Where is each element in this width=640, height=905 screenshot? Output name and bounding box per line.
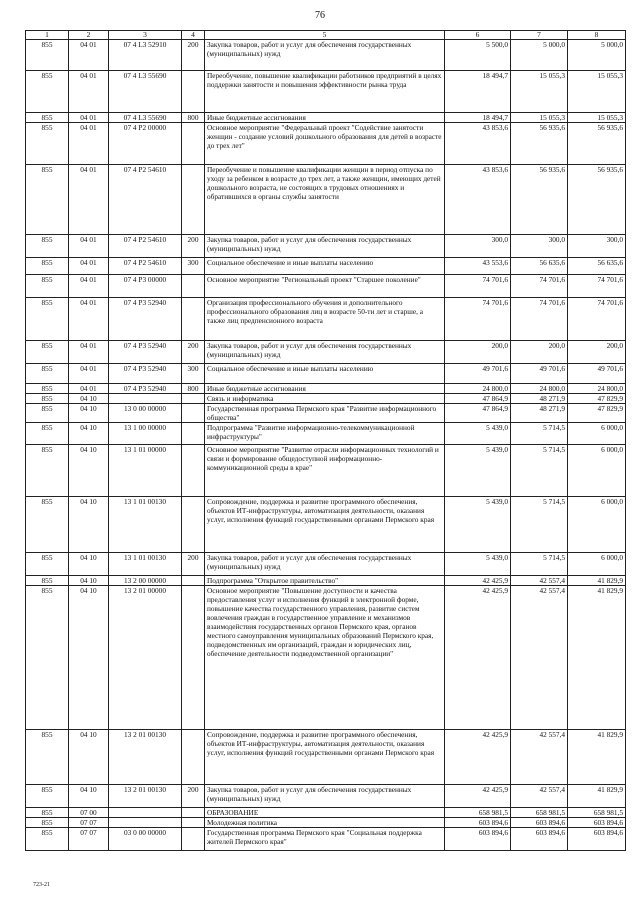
cell-target-article: 13 1 00 00000 [109,423,182,445]
table-row [26,497,626,553]
cell-expense-type [182,394,205,404]
cell-expense-type [182,445,205,497]
cell-expense-type [182,165,205,235]
cell-amount-year2: 658 981,5 [511,808,568,818]
cell-ministry-code: 855 [26,40,69,71]
cell-section-code: 04 10 [69,785,109,808]
cell-amount-year3: 41 829,9 [568,586,626,730]
cell-target-article: 13 2 01 00000 [109,586,182,730]
cell-description: Государственная программа Пермского края "Развитие информационного общества" [205,404,445,423]
cell-amount-year1: 42 425,9 [445,785,511,808]
cell-amount-year2: 15 055,3 [511,71,568,113]
cell-amount-year1: 42 425,9 [445,576,511,586]
column-header: 4 [182,31,205,40]
cell-amount-year3: 56 935,6 [568,165,626,235]
cell-amount-year3: 47 829,9 [568,394,626,404]
cell-amount-year3: 5 000,0 [568,40,626,71]
cell-description: Сопровождение, поддержка и развитие программного обеспечения, объектов ИТ-инфраструктуры, автоматизация деятельности, оказания услуг, исполнения функций государственными органами Пермского края [205,730,445,785]
cell-target-article: 07 4 P3 52940 [109,364,182,384]
cell-amount-year1: 43 853,6 [445,165,511,235]
cell-expense-type [182,576,205,586]
cell-section-code: 04 10 [69,404,109,423]
cell-expense-type [182,730,205,785]
cell-amount-year2: 48 271,9 [511,394,568,404]
cell-amount-year1: 5 439,0 [445,497,511,553]
cell-amount-year2: 24 800,0 [511,384,568,394]
cell-amount-year3: 74 701,6 [568,275,626,298]
cell-section-code: 04 01 [69,165,109,235]
cell-section-code: 04 01 [69,298,109,341]
cell-target-article: 13 2 01 00130 [109,785,182,808]
cell-target-article [109,818,182,828]
cell-description: Закупка товаров, работ и услуг для обеспечения государственных (муниципальных) нужд [205,235,445,258]
cell-description: Молодежная политика [205,818,445,828]
table-row [26,553,626,576]
cell-ministry-code: 855 [26,730,69,785]
cell-amount-year1: 5 439,0 [445,553,511,576]
cell-expense-type: 200 [182,40,205,71]
cell-amount-year3: 6 000,0 [568,423,626,445]
cell-expense-type [182,123,205,165]
cell-section-code: 07 07 [69,828,109,851]
cell-target-article: 03 0 00 00000 [109,828,182,851]
cell-description: Иные бюджетные ассигнования [205,384,445,394]
column-header: 5 [205,31,445,40]
cell-amount-year3: 6 000,0 [568,445,626,497]
table-row [26,113,626,123]
cell-amount-year3: 603 894,6 [568,818,626,828]
cell-amount-year3: 200,0 [568,341,626,364]
cell-amount-year3: 56 935,6 [568,123,626,165]
table-row [26,40,626,71]
cell-amount-year2: 15 055,3 [511,113,568,123]
cell-amount-year3: 6 000,0 [568,553,626,576]
cell-target-article: 07 4 P3 52940 [109,384,182,394]
cell-amount-year1: 300,0 [445,235,511,258]
cell-target-article: 13 1 01 00000 [109,445,182,497]
cell-description: Основное мероприятие "Развитие отрасли информационных технологий и связи и формирование общедоступной информационно-коммуникационной среды в крае" [205,445,445,497]
cell-expense-type: 800 [182,113,205,123]
cell-amount-year2: 42 557,4 [511,730,568,785]
cell-description: Переобучение, повышение квалификации работников предприятий в целях поддержки занятости и повышения эффективности рынка труда [205,71,445,113]
cell-target-article: 13 1 01 00130 [109,497,182,553]
column-header: 8 [568,31,626,40]
cell-target-article: 07 4 L3 52910 [109,40,182,71]
cell-target-article: 07 4 P2 54610 [109,165,182,235]
cell-amount-year3: 658 981,5 [568,808,626,818]
cell-ministry-code: 855 [26,785,69,808]
cell-amount-year3: 47 829,9 [568,404,626,423]
cell-description: Основное мероприятие "Региональный проект "Старшее поколение" [205,275,445,298]
table-row [26,576,626,586]
cell-amount-year2: 56 935,6 [511,123,568,165]
cell-section-code: 04 10 [69,445,109,497]
cell-amount-year1: 24 800,0 [445,384,511,394]
cell-expense-type [182,586,205,730]
cell-ministry-code: 855 [26,71,69,113]
cell-description: Закупка товаров, работ и услуг для обеспечения государственных (муниципальных) нужд [205,341,445,364]
cell-amount-year1: 42 425,9 [445,730,511,785]
cell-ministry-code: 855 [26,275,69,298]
cell-section-code: 04 10 [69,576,109,586]
cell-amount-year3: 74 701,6 [568,298,626,341]
column-number-row [26,31,626,40]
cell-target-article: 07 4 L3 55690 [109,71,182,113]
cell-amount-year1: 200,0 [445,341,511,364]
cell-amount-year2: 200,0 [511,341,568,364]
cell-amount-year1: 49 701,6 [445,364,511,384]
cell-amount-year2: 74 701,6 [511,275,568,298]
cell-expense-type: 200 [182,553,205,576]
cell-amount-year1: 603 894,6 [445,818,511,828]
cell-section-code: 04 10 [69,423,109,445]
cell-amount-year2: 74 701,6 [511,298,568,341]
cell-amount-year2: 603 894,6 [511,818,568,828]
column-header: 2 [69,31,109,40]
cell-amount-year2: 5 000,0 [511,40,568,71]
cell-amount-year1: 74 701,6 [445,298,511,341]
cell-ministry-code: 855 [26,497,69,553]
cell-amount-year3: 15 055,3 [568,71,626,113]
cell-amount-year1: 47 864,9 [445,394,511,404]
cell-expense-type: 300 [182,258,205,275]
cell-target-article: 07 4 P3 52940 [109,298,182,341]
cell-amount-year2: 42 557,4 [511,785,568,808]
cell-ministry-code: 855 [26,404,69,423]
cell-expense-type: 200 [182,235,205,258]
cell-ministry-code: 855 [26,828,69,851]
cell-ministry-code: 855 [26,258,69,275]
cell-ministry-code: 855 [26,576,69,586]
column-header: 7 [511,31,568,40]
cell-section-code: 04 01 [69,258,109,275]
table-row [26,423,626,445]
cell-amount-year1: 43 553,6 [445,258,511,275]
cell-amount-year2: 5 714,5 [511,497,568,553]
cell-ministry-code: 855 [26,165,69,235]
cell-amount-year2: 49 701,6 [511,364,568,384]
cell-expense-type [182,497,205,553]
cell-amount-year3: 49 701,6 [568,364,626,384]
cell-target-article: 07 4 P2 54610 [109,235,182,258]
table-row [26,275,626,298]
cell-description: Организация профессионального обучения и дополнительного профессионального образования лиц в возрасте 50-ти лет и старше, а также лиц предпенсионного возраста [205,298,445,341]
cell-ministry-code: 855 [26,586,69,730]
cell-amount-year3: 603 894,6 [568,828,626,851]
cell-section-code: 04 10 [69,553,109,576]
table-row [26,341,626,364]
page-number: 76 [315,10,325,21]
cell-description: Иные бюджетные ассигнования [205,113,445,123]
cell-section-code: 04 10 [69,497,109,553]
cell-section-code: 04 01 [69,71,109,113]
cell-section-code: 04 10 [69,730,109,785]
table-row [26,384,626,394]
cell-expense-type: 200 [182,341,205,364]
cell-amount-year1: 18 494,7 [445,113,511,123]
table-row [26,364,626,384]
table-row [26,71,626,113]
cell-amount-year3: 41 829,9 [568,576,626,586]
cell-amount-year2: 603 894,6 [511,828,568,851]
cell-amount-year3: 24 800,0 [568,384,626,394]
cell-section-code: 04 01 [69,275,109,298]
cell-section-code: 04 01 [69,341,109,364]
cell-target-article: 13 2 01 00130 [109,730,182,785]
cell-section-code: 04 01 [69,364,109,384]
table-row [26,165,626,235]
cell-ministry-code: 855 [26,364,69,384]
cell-target-article: 07 4 P2 54610 [109,258,182,275]
cell-ministry-code: 855 [26,235,69,258]
cell-description: Социальное обеспечение и иные выплаты населению [205,258,445,275]
cell-ministry-code: 855 [26,808,69,818]
cell-section-code: 04 01 [69,384,109,394]
cell-expense-type [182,71,205,113]
cell-description: Социальное обеспечение и иные выплаты населению [205,364,445,384]
column-header: 3 [109,31,182,40]
cell-expense-type: 200 [182,785,205,808]
cell-amount-year3: 56 635,6 [568,258,626,275]
budget-table [25,30,626,851]
cell-ministry-code: 855 [26,423,69,445]
cell-expense-type: 300 [182,364,205,384]
cell-description: Подпрограмма "Открытое правительство" [205,576,445,586]
table-row [26,828,626,851]
cell-target-article [109,808,182,818]
cell-amount-year2: 300,0 [511,235,568,258]
cell-ministry-code: 855 [26,394,69,404]
cell-ministry-code: 855 [26,384,69,394]
table-row [26,394,626,404]
cell-description: Закупка товаров, работ и услуг для обеспечения государственных (муниципальных) нужд [205,40,445,71]
cell-description: ОБРАЗОВАНИЕ [205,808,445,818]
cell-description: Сопровождение, поддержка и развитие программного обеспечения, объектов ИТ-инфраструктуры, автоматизация деятельности, оказания услуг, исполнения функций государственными органами Пермского края [205,497,445,553]
cell-amount-year1: 18 494,7 [445,71,511,113]
cell-target-article: 07 4 L3 55690 [109,113,182,123]
cell-amount-year1: 5 500,0 [445,40,511,71]
cell-ministry-code: 855 [26,818,69,828]
table-row [26,445,626,497]
cell-expense-type: 800 [182,384,205,394]
cell-amount-year2: 56 935,6 [511,165,568,235]
cell-section-code: 04 01 [69,235,109,258]
cell-expense-type [182,808,205,818]
cell-section-code: 04 10 [69,586,109,730]
table-row [26,235,626,258]
cell-target-article: 13 0 00 00000 [109,404,182,423]
cell-amount-year3: 15 055,3 [568,113,626,123]
cell-amount-year1: 5 439,0 [445,423,511,445]
cell-amount-year3: 300,0 [568,235,626,258]
cell-description: Основное мероприятие "Повышение доступности и качества предоставления услуг и исполнения функций в электронной форме, повышение качества государственного управления, развитие систем вовлечения граждан в государственное управление и механизмов взаимодействия государственных органов Пермского края, органов местного самоуправления муниципальных образований Пермского края, подведомственных им организаций, граждан и юридических лиц, обеспечение деятельности подведомственной организации" [205,586,445,730]
cell-amount-year3: 6 000,0 [568,497,626,553]
cell-expense-type [182,423,205,445]
cell-amount-year1: 603 894,6 [445,828,511,851]
cell-amount-year3: 41 829,9 [568,730,626,785]
cell-description: Основное мероприятие "Федеральный проект "Содействие занятости женщин - создание условий дошкольного образования для детей в возрасте до трех лет" [205,123,445,165]
cell-section-code: 04 01 [69,40,109,71]
table-row [26,298,626,341]
table-row [26,404,626,423]
column-header: 6 [445,31,511,40]
cell-amount-year1: 5 439,0 [445,445,511,497]
cell-target-article: 07 4 P2 00000 [109,123,182,165]
cell-amount-year2: 42 557,4 [511,576,568,586]
cell-description: Закупка товаров, работ и услуг для обеспечения государственных (муниципальных) нужд [205,553,445,576]
cell-expense-type [182,404,205,423]
document-code: 723-21 [33,882,50,888]
cell-description: Связь и информатика [205,394,445,404]
cell-section-code: 07 07 [69,818,109,828]
cell-section-code: 04 01 [69,123,109,165]
cell-section-code: 04 01 [69,113,109,123]
cell-expense-type [182,828,205,851]
table-row [26,808,626,818]
table-row [26,730,626,785]
cell-amount-year2: 56 635,6 [511,258,568,275]
column-header: 1 [26,31,69,40]
cell-expense-type [182,818,205,828]
cell-ministry-code: 855 [26,113,69,123]
cell-target-article: 07 4 P3 00000 [109,275,182,298]
table-row [26,586,626,730]
cell-amount-year1: 74 701,6 [445,275,511,298]
cell-amount-year2: 48 271,9 [511,404,568,423]
cell-target-article: 13 2 00 00000 [109,576,182,586]
cell-expense-type [182,298,205,341]
table-body [26,40,626,851]
table-row [26,123,626,165]
cell-ministry-code: 855 [26,123,69,165]
cell-amount-year1: 658 981,5 [445,808,511,818]
cell-amount-year2: 42 557,4 [511,586,568,730]
cell-amount-year2: 5 714,5 [511,445,568,497]
cell-expense-type [182,275,205,298]
cell-description: Подпрограмма "Развитие информационно-телекоммуникационной инфраструктуры" [205,423,445,445]
cell-description: Переобучение и повышение квалификации женщин в период отпуска по уходу за ребенком в возрасте до трех лет, а также женщин, имеющих детей дошкольного возраста, не состоящих в трудовых отношениях и обратившихся в органы службы занятости [205,165,445,235]
table-row [26,785,626,808]
cell-ministry-code: 855 [26,298,69,341]
cell-description: Государственная программа Пермского края "Социальная поддержка жителей Пермского края" [205,828,445,851]
cell-amount-year1: 43 853,6 [445,123,511,165]
cell-amount-year2: 5 714,5 [511,423,568,445]
table-row [26,818,626,828]
cell-ministry-code: 855 [26,553,69,576]
cell-ministry-code: 855 [26,341,69,364]
table-row [26,258,626,275]
cell-target-article: 13 1 01 00130 [109,553,182,576]
cell-ministry-code: 855 [26,445,69,497]
cell-description: Закупка товаров, работ и услуг для обеспечения государственных (муниципальных) нужд [205,785,445,808]
cell-target-article [109,394,182,404]
cell-amount-year1: 47 864,9 [445,404,511,423]
cell-section-code: 04 10 [69,394,109,404]
cell-amount-year1: 42 425,9 [445,586,511,730]
cell-section-code: 07 00 [69,808,109,818]
cell-amount-year2: 5 714,5 [511,553,568,576]
cell-target-article: 07 4 P3 52940 [109,341,182,364]
cell-amount-year3: 41 829,9 [568,785,626,808]
